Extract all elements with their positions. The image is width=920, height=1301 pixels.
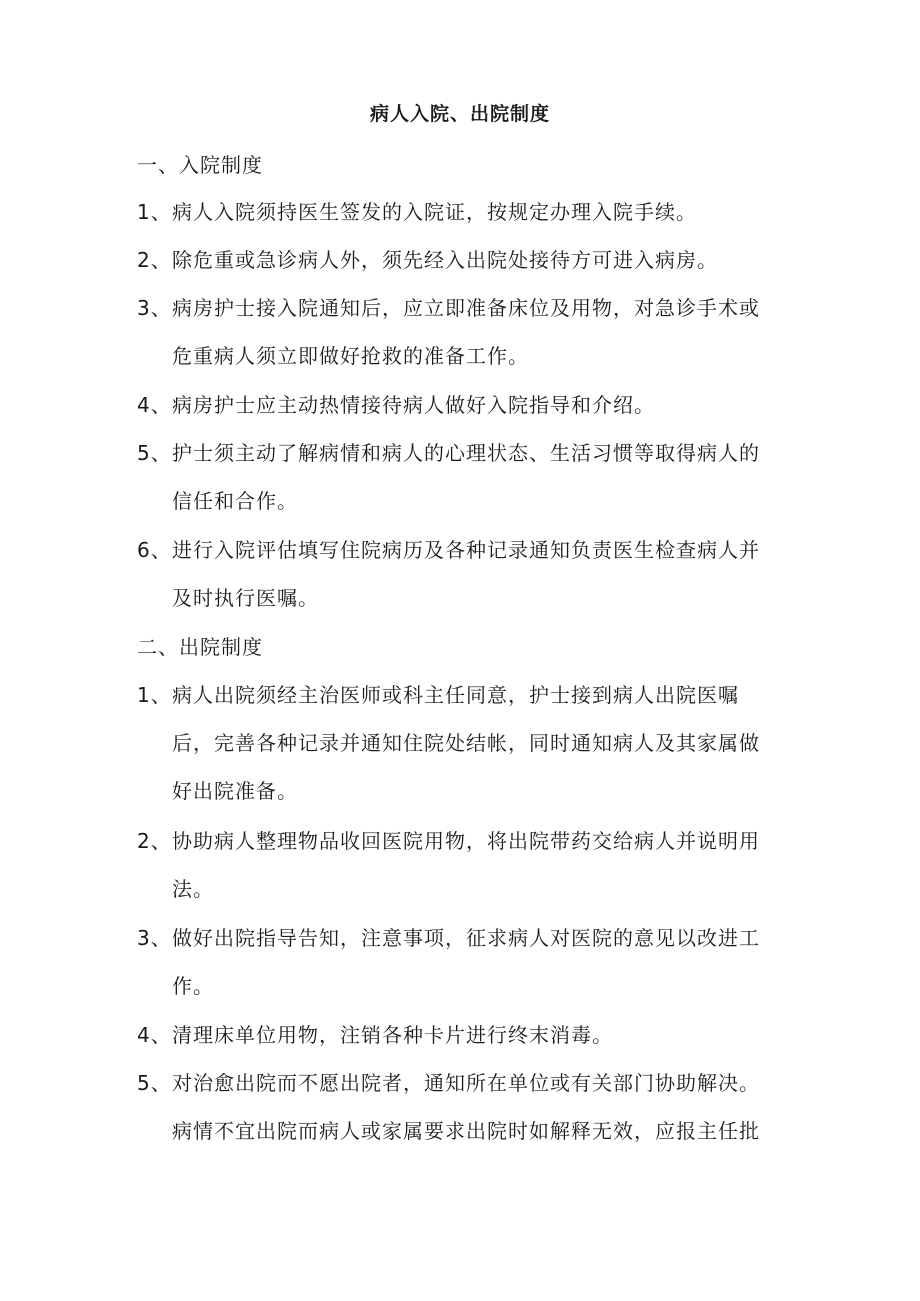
item-line: 做好出院指导告知，注意事项，征求病人对医院的意见以改进工 [172,926,760,950]
item-text [172,236,797,284]
item-text [172,1059,797,1155]
item-text [172,381,797,429]
list-item [137,245,797,284]
section-heading-discharge: 二、出院制度 [137,635,263,659]
item-text [172,188,797,236]
item-line: 病情不宜出院而病人或家属要求出院时如解释无效，应报主任批 [172,1119,760,1143]
item-line: 协助病人整理物品收回医院用物，将出院带药交给病人并说明用 [172,829,760,853]
item-number: 4、 [137,393,172,417]
section-heading-admission: 一、入院制度 [137,153,263,177]
item-number: 1、 [137,200,172,224]
list-item [137,293,797,380]
item-number: 2、 [137,829,172,853]
item-line: 清理床单位用物，注销各种卡片进行终末消毒。 [172,1023,613,1047]
list-item [137,390,797,429]
list-item [137,1068,797,1155]
item-line: 对治愈出院而不愿出院者，通知所在单位或有关部门协助解决。 [172,1071,760,1095]
item-text [172,429,797,525]
item-line: 作。 [172,974,214,998]
list-item [137,826,797,913]
item-line: 病房护士接入院通知后，应立即准备床位及用物，对急诊手术或 [172,296,760,320]
item-line: 好出院准备。 [172,779,298,803]
page-title: 病人入院、出院制度 [369,103,550,125]
item-number: 3、 [137,296,172,320]
item-line: 后，完善各种记录并通知住院处结帐，同时通知病人及其家属做 [172,731,760,755]
item-number: 6、 [137,538,172,562]
item-line: 病房护士应主动热情接待病人做好入院指导和介绍。 [172,393,655,417]
item-text [172,914,797,1010]
item-number: 5、 [137,1071,172,1095]
item-line: 危重病人须立即做好抢救的准备工作。 [172,344,529,368]
item-text [172,284,797,380]
item-number: 2、 [137,248,172,272]
list-item [137,1020,797,1059]
item-number: 5、 [137,441,172,465]
item-line: 病人出院须经主治医师或科主任同意，护士接到病人出院医嘱 [172,683,739,707]
item-text [172,1011,797,1059]
list-item [137,197,797,236]
item-text [172,526,797,622]
list-item [137,680,797,815]
item-line: 法。 [172,877,214,901]
item-line: 护士须主动了解病情和病人的心理状态、生活习惯等取得病人的 [172,441,760,465]
item-text [172,671,797,815]
item-number: 1、 [137,683,172,707]
item-number: 4、 [137,1023,172,1047]
item-line: 进行入院评估填写住院病历及各种记录通知负责医生检查病人并 [172,538,760,562]
list-item [137,923,797,1010]
item-line: 除危重或急诊病人外，须先经入出院处接待方可进入病房。 [172,248,718,272]
item-line: 及时执行医嘱。 [172,586,319,610]
list-item [137,438,797,525]
list-item [137,535,797,622]
item-line: 病人入院须持医生签发的入院证，按规定办理入院手续。 [172,200,697,224]
item-text [172,817,797,913]
item-line: 信任和合作。 [172,489,298,513]
item-number: 3、 [137,926,172,950]
